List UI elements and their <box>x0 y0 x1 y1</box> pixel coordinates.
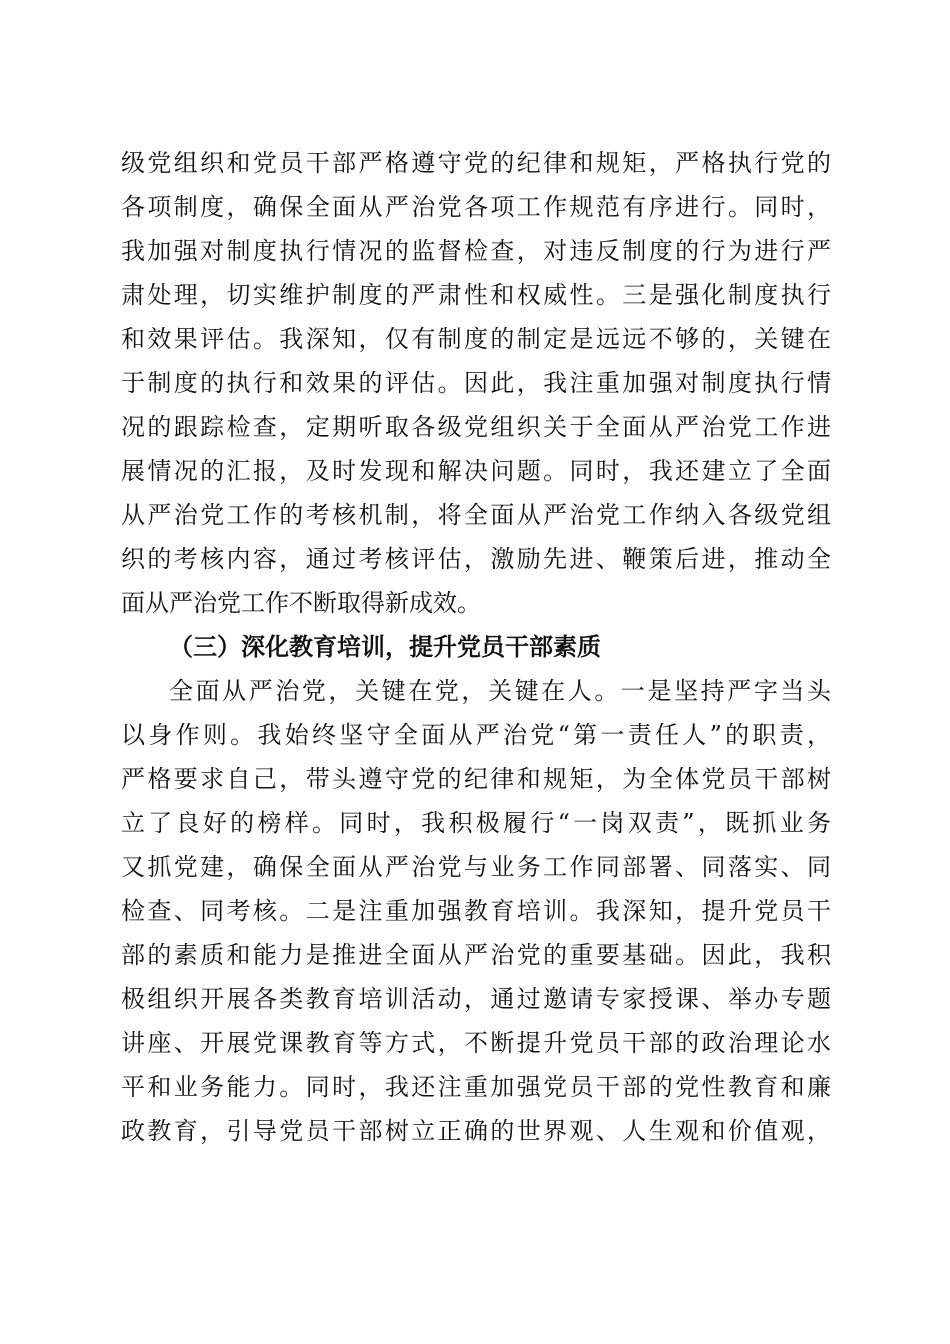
text-line: 肃处理，切实维护制度的严肃性和权威性。三是强化制度执行 <box>121 281 831 309</box>
text-line: 严格要求自己，带头遵守党的纪律和规矩，为全体党员干部树 <box>121 765 831 793</box>
text-line: 我加强对制度执行情况的监督检查，对违反制度的行为进行严 <box>121 237 831 265</box>
text-line: 讲座、开展党课教育等方式，不断提升党员干部的政治理论水 <box>121 1029 831 1057</box>
text-line: 检查、同考核。二是注重加强教育培训。我深知，提升党员干 <box>121 897 831 925</box>
paragraph-continued <box>121 141 831 1153</box>
section-heading: （三）深化教育培训，提升党员干部素质 <box>169 632 601 661</box>
text-line: 于制度的执行和效果的评估。因此，我注重加强对制度执行情 <box>121 369 831 397</box>
text-line: 部的素质和能力是推进全面从严治党的重要基础。因此，我积 <box>121 941 831 969</box>
text-line: 和效果评估。我深知，仅有制度的制定是远远不够的，关键在 <box>121 325 831 353</box>
text-line: 级党组织和党员干部严格遵守党的纪律和规矩，严格执行党的 <box>121 149 831 177</box>
text-line: 以身作则。我始终坚守全面从严治党“第一责任人”的职责， <box>121 721 831 749</box>
text-line: 况的跟踪检查，定期听取各级党组织关于全面从严治党工作进 <box>121 413 831 441</box>
text-line: 立了良好的榜样。同时，我积极履行“一岗双责”，既抓业务 <box>121 809 831 837</box>
text-line: 面从严治党工作不断取得新成效。 <box>121 589 481 617</box>
text-line: 平和业务能力。同时，我还注重加强党员干部的党性教育和廉 <box>121 1073 831 1101</box>
text-line: 从严治党工作的考核机制，将全面从严治党工作纳入各级党组 <box>121 501 831 529</box>
text-line: 又抓党建，确保全面从严治党与业务工作同部署、同落实、同 <box>121 853 831 881</box>
text-line: 各项制度，确保全面从严治党各项工作规范有序进行。同时， <box>121 193 831 221</box>
text-line: 织的考核内容，通过考核评估，激励先进、鞭策后进，推动全 <box>121 545 831 573</box>
text-line: 极组织开展各类教育培训活动，通过邀请专家授课、举办专题 <box>121 985 831 1013</box>
text-line: 政教育，引导党员干部树立正确的世界观、人生观和价值观， <box>121 1117 831 1145</box>
text-line: 全面从严治党，关键在党，关键在人。一是坚持严字当头 <box>169 677 831 705</box>
text-line: 展情况的汇报，及时发现和解决问题。同时，我还建立了全面 <box>121 457 831 485</box>
